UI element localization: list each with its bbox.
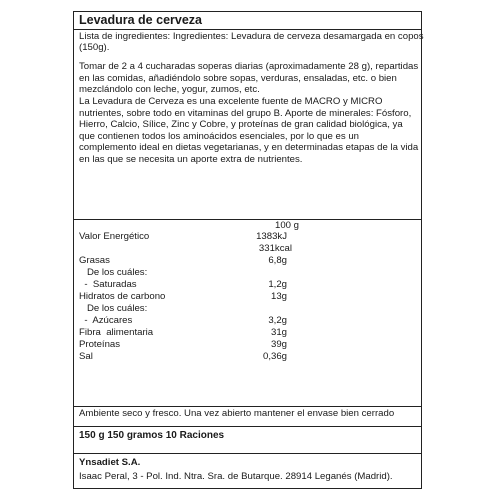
usage-text: Tomar de 2 a 4 cucharadas soperas diarias (aproximadamente 28 g), repartidas en las comidas, añadiéndolo sobre sopas, verduras, ensaladas, etc. o bien mezclándolo con leche, yogur, zumos, etc.: [79, 61, 419, 95]
nutrition-label: Sal: [79, 351, 93, 362]
divider: [74, 29, 421, 30]
package-sizes: 150 g 150 gramos 10 Raciones: [79, 430, 225, 441]
product-title: Levadura de cerveza: [79, 13, 202, 27]
nutrition-label: Valor Energético: [79, 231, 150, 242]
divider: [74, 453, 421, 454]
divider: [74, 426, 421, 427]
nutrition-label: - Saturadas: [79, 279, 137, 290]
nutrition-label: Proteínas: [79, 339, 121, 350]
nutrition-value: 1,2g: [268, 279, 287, 290]
nutrition-label: De los cuáles:: [79, 303, 148, 314]
nutrition-label: De los cuáles:: [79, 267, 148, 278]
divider: [74, 406, 421, 407]
nutrition-label: Fibra alimentaria: [79, 327, 154, 338]
company-address: Isaac Peral, 3 - Pol. Ind. Ntra. Sra. de Butarque. 28914 Leganés (Madrid).: [79, 471, 393, 482]
nutrition-value: 0,36g: [262, 351, 287, 362]
nutrition-value: 6,8g: [268, 255, 287, 266]
storage-text: Ambiente seco y fresco. Una vez abierto mantener el envase bien cerrado: [79, 408, 395, 419]
ingredients-line-2: (150g).: [79, 42, 110, 53]
nutrition-value: 13g: [270, 291, 287, 302]
nutrition-label: Hidratos de carbono: [79, 291, 166, 302]
nutrition-value: 39g: [270, 339, 287, 350]
description-text: La Levadura de Cerveza es una excelente fuente de MACRO y MICRO nutrientes, sobre todo en vitaminas del grupo B. Aporte de minerales: Fósforo, Hierro, Calcio, Sílice, Zinc y Cobre, y proteínas de gran calidad biológica, ya que contienen todos los aminoácidos esenciales, por lo que es un complemento ideal en dietas vegetarianas, y en determinadas etapas de la vida en las que se necesita un aporte extra de nutrientes.: [79, 96, 419, 165]
nutrition-label: Grasas: [79, 255, 110, 266]
nutrition-header: 100 g: [274, 220, 299, 231]
nutrition-value: 31g: [270, 327, 287, 338]
nutrition-value: 3,2g: [268, 315, 287, 326]
nutrition-value: 331kcal: [258, 243, 292, 254]
nutrition-value: 1383kJ: [256, 231, 287, 242]
ingredients-line-1: Lista de ingredientes: Ingredientes: Levadura de cerveza desamargada en copos: [79, 31, 424, 42]
nutrition-label: - Azúcares: [79, 315, 133, 326]
company-name: Ynsadiet S.A.: [79, 457, 141, 468]
product-label: [73, 11, 422, 489]
